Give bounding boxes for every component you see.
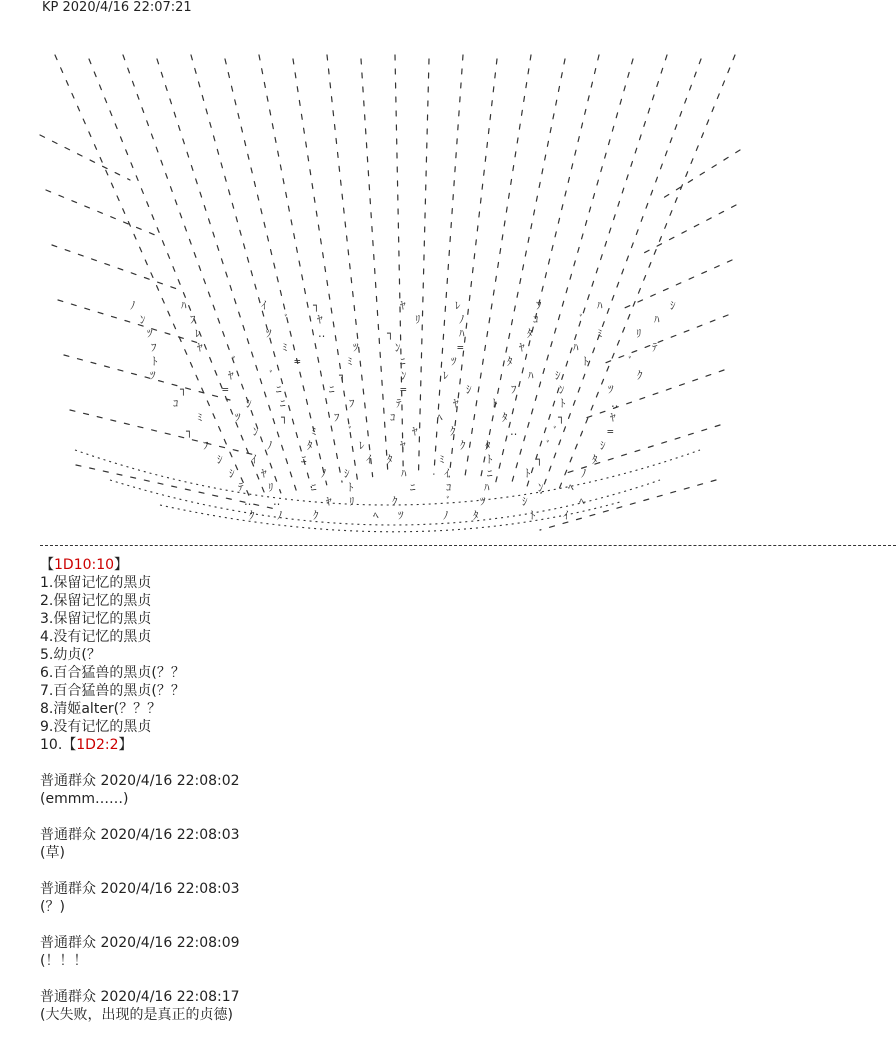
reply-post <box>40 934 890 970</box>
reply-text: (！！！ <box>40 953 88 969</box>
ascii-art-glyph: ﾄ <box>348 481 354 494</box>
ascii-art-glyph: ﾂ <box>353 341 359 354</box>
list-item-10 <box>40 736 890 754</box>
ascii-art-glyph: ﾊ <box>573 341 579 354</box>
reply-post <box>40 880 890 916</box>
ascii-art-glyph: ﾄ <box>487 453 493 466</box>
ascii-art-glyph: ﾀ <box>473 509 479 522</box>
ascii-art-glyph: ﾂ <box>608 383 614 396</box>
roll-open-bracket: 【 <box>40 557 54 573</box>
ascii-art-glyph: ｲ <box>563 509 569 522</box>
ascii-art-glyph: ﾆ <box>400 355 406 368</box>
ascii-art-glyph: ｸ <box>313 509 319 522</box>
ascii-art-glyph: ｼ <box>670 299 676 312</box>
ascii-art-glyph: ﾌ <box>190 313 196 326</box>
ascii-art-glyph: ﾘ <box>636 327 642 340</box>
ascii-art-glyph: ﾆ <box>280 397 286 410</box>
ascii-art-glyph: ﾔ <box>519 341 525 354</box>
rain-stroke <box>495 55 599 485</box>
ascii-art-glyph: ﾀ <box>307 439 313 452</box>
ascii-art-glyph: ﾉ <box>321 467 327 480</box>
reply-header <box>40 826 890 844</box>
ascii-art-glyph: ﾊ <box>181 299 187 312</box>
reply-author: 普通群众 <box>40 827 96 843</box>
ascii-art-glyph: ﾆ <box>410 481 416 494</box>
list-item-10-prefix: 10. <box>40 737 63 753</box>
ascii-art-glyph: ﾂ <box>147 327 153 340</box>
ascii-art-glyph: ﾞ <box>579 313 585 326</box>
ascii-art-glyph: ┐ <box>536 453 543 466</box>
ascii-art-glyph: ｼ <box>555 369 561 382</box>
ascii-art-glyph: = <box>294 355 301 368</box>
reply-text: (emmm……) <box>40 791 129 807</box>
reply-author: 普通群众 <box>40 989 96 1005</box>
ascii-art-glyph: ﾌ <box>203 439 209 452</box>
ascii-art-glyph: ﾀ <box>502 411 508 424</box>
ascii-art-glyph: ｸ <box>392 495 398 508</box>
rain-stroke <box>64 355 230 400</box>
list-item: 9.没有记忆的黑贞 <box>40 719 152 735</box>
ascii-art-glyph: ｼ <box>522 495 528 508</box>
ascii-art-glyph: ﾞ <box>446 495 452 508</box>
ascii-art-glyph: ﾍ <box>373 509 379 522</box>
reply-timestamp: 2020/4/16 22:08:02 <box>100 773 240 789</box>
rain-stroke <box>259 55 342 482</box>
ascii-art-glyph: ﾉ <box>581 467 587 480</box>
ascii-art-glyph: ﾝ <box>401 369 407 382</box>
ascii-art-glyph: ｼ <box>344 467 350 480</box>
ascii-art-glyph: ┐ <box>313 299 320 312</box>
ascii-art-glyph: ｼ <box>229 467 235 480</box>
ascii-art-glyph: ﾀ <box>592 453 598 466</box>
ascii-art-glyph: ﾉ <box>130 299 136 312</box>
ascii-art-glyph: ┐ <box>558 411 565 424</box>
ascii-art-glyph: ﾊ <box>528 369 534 382</box>
reply-post <box>40 988 890 1024</box>
ascii-art-glyph: ﾂ <box>480 495 486 508</box>
rain-stroke <box>55 55 250 498</box>
reply-author: 普通群众 <box>40 881 96 897</box>
ascii-art-glyph: ﾌ <box>349 397 355 410</box>
ascii-art-glyph: ｼ <box>466 383 472 396</box>
ascii-art-glyph: ﾔ <box>326 495 332 508</box>
ascii-art-glyph: ﾍ <box>437 411 443 424</box>
post-body <box>40 556 890 1024</box>
ascii-art-glyph: ｲ <box>261 299 267 312</box>
ascii-art-glyph: ｲ <box>444 467 450 480</box>
rain-stroke <box>293 59 357 479</box>
rain-stroke <box>89 59 266 496</box>
ascii-art-glyph: ﾊ <box>597 299 603 312</box>
ascii-art-glyph: ﾘ <box>268 481 274 494</box>
ascii-art-glyph: ﾔ <box>453 397 459 410</box>
ascii-art-glyph: ‥ <box>611 397 619 410</box>
first-post-header <box>42 0 192 16</box>
roll-close-bracket: 】 <box>118 737 133 753</box>
ascii-art-glyph: ﾀ <box>485 439 491 452</box>
reply-header <box>40 880 890 898</box>
ascii-art-glyph: ‥ <box>244 495 252 508</box>
ascii-art-glyph: ﾐ <box>197 411 203 424</box>
ascii-art-glyph: ﾚ <box>443 369 449 382</box>
ascii-art-glyph: ﾔ <box>197 341 203 354</box>
rain-stroke <box>40 135 130 180</box>
roll-close-bracket: 】 <box>114 557 129 573</box>
ascii-art-glyph: ﾘ <box>349 495 355 508</box>
ascii-art-glyph: ﾆ <box>329 383 335 396</box>
ascii-art-glyph: ﾘ <box>415 313 421 326</box>
ascii-art-glyph: ﾂ <box>266 327 272 340</box>
dashed-divider <box>40 545 896 546</box>
ascii-art-glyph: ﾀ <box>527 327 533 340</box>
rain-stroke <box>541 59 701 493</box>
ascii-art-glyph: ﾞ <box>546 439 552 452</box>
ascii-art-glyph: ｺ <box>390 411 396 424</box>
rain-stroke <box>70 410 255 455</box>
ascii-art-glyph: = <box>400 383 407 396</box>
ascii-art-glyph: ﾍ <box>579 495 585 508</box>
ascii-art-glyph: ﾝ <box>140 313 146 326</box>
ascii-art-glyph: ﾊ <box>459 327 465 340</box>
reply-post <box>40 772 890 808</box>
ascii-art-glyph: ﾉ <box>267 439 273 452</box>
ascii-art-glyph: = <box>607 425 614 438</box>
ascii-art-glyph: ｸ <box>450 425 456 438</box>
ascii-art-glyph: ﾞ <box>553 425 559 438</box>
ascii-art-glyph: ‥ <box>510 425 518 438</box>
bowl-arc <box>110 480 660 525</box>
ascii-art-glyph: ﾀ <box>507 355 513 368</box>
ascii-art-glyph: ﾄ <box>560 397 566 410</box>
list-item: 6.百合猛兽的黑贞(？？ <box>40 665 185 681</box>
ascii-art-glyph: ｺ <box>446 481 452 494</box>
ascii-art-glyph: ﾆ <box>301 453 307 466</box>
ascii-art-illustration <box>0 40 896 540</box>
ascii-art-glyph: ｸ <box>460 439 466 452</box>
rain-stroke <box>449 59 497 477</box>
ascii-art-glyph: ┐ <box>281 411 288 424</box>
post-author: KP <box>42 0 59 15</box>
ascii-art-glyph: ﾚ <box>359 439 365 452</box>
ascii-art-glyph: ﾔ <box>412 425 418 438</box>
rain-stroke <box>361 59 388 474</box>
list-item: 1.保留记忆的黑贞 <box>40 575 152 591</box>
ascii-art-glyph: ﾐ <box>347 355 353 368</box>
ascii-art-glyph: ﾊ <box>401 467 407 480</box>
ascii-art-glyph: ﾄ <box>525 467 531 480</box>
roll-open-bracket: 【 <box>62 737 77 753</box>
ascii-art-glyph: ﾂ <box>451 355 457 368</box>
reply-timestamp: 2020/4/16 22:08:09 <box>100 935 240 951</box>
ascii-art-glyph: ｸ <box>637 369 643 382</box>
reply-post <box>40 826 890 862</box>
ascii-art-glyph: = <box>457 341 464 354</box>
ascii-art-glyph: ﾌ <box>151 341 157 354</box>
ascii-art-glyph: ﾀ <box>387 453 393 466</box>
ascii-art-glyph: ﾚ <box>195 327 201 340</box>
list-item: 4.没有记忆的黑贞 <box>40 629 152 645</box>
ascii-art-glyph: ﾔ <box>400 439 406 452</box>
rain-stroke <box>620 260 732 310</box>
dice-roll-result: 1D2:2 <box>76 737 119 753</box>
reply-author: 普通群众 <box>40 935 96 951</box>
ascii-art-glyph: ﾍ <box>568 481 574 494</box>
reply-text: (？) <box>40 899 65 915</box>
ascii-art-rain-lines <box>0 40 896 540</box>
ascii-art-glyph: ﾃ <box>396 397 402 410</box>
list-item: 7.百合猛兽的黑贞(？？ <box>40 683 185 699</box>
rain-stroke <box>580 370 724 420</box>
ascii-art-glyph: ﾉ <box>459 313 465 326</box>
ascii-art-glyph: ｲ <box>251 453 257 466</box>
ascii-art-glyph: ﾝ <box>253 425 259 438</box>
ascii-art-glyph: ﾞ <box>284 313 290 326</box>
ascii-art-glyph: ﾔ <box>261 467 267 480</box>
ascii-art-glyph: ﾐ <box>282 341 288 354</box>
ascii-art-glyph: ┐ <box>387 327 394 340</box>
ascii-art-glyph: ﾂ <box>398 509 404 522</box>
ascii-art-glyph: ﾌ <box>536 299 542 312</box>
ascii-art-glyph: ﾞ <box>269 369 275 382</box>
ascii-art-glyph: ﾃ <box>652 341 658 354</box>
ascii-art-glyph: ｲ <box>366 453 372 466</box>
ascii-art-glyph: ｺ <box>533 313 539 326</box>
ascii-art-glyph: ﾐ <box>311 425 317 438</box>
ascii-art-glyph: ﾞ <box>348 425 354 438</box>
ascii-art-glyph: ﾐ <box>439 453 445 466</box>
ascii-art-glyph: ﾔ <box>610 411 616 424</box>
ascii-art-glyph: ﾄ <box>152 355 158 368</box>
reply-timestamp: 2020/4/16 22:08:17 <box>100 989 240 1005</box>
reply-header <box>40 772 890 790</box>
ascii-art-glyph: ﾞ <box>232 355 238 368</box>
ascii-art-glyph: ﾊ <box>484 481 490 494</box>
reply-timestamp: 2020/4/16 22:08:03 <box>100 881 240 897</box>
rain-stroke <box>157 59 296 490</box>
ascii-art-glyph: ｼ <box>217 453 223 466</box>
ascii-art-glyph: ﾊ <box>654 313 660 326</box>
ascii-art-glyph: ┐ <box>186 425 193 438</box>
ascii-art-glyph: ﾉ <box>443 509 449 522</box>
ascii-art-glyph: = <box>222 383 229 396</box>
ascii-art-glyph: ﾔ <box>317 313 323 326</box>
ascii-art-glyph: ﾉ <box>277 509 283 522</box>
ascii-art-glyph: ﾄ <box>492 397 498 410</box>
ascii-art-glyph: ｼ <box>246 397 252 410</box>
ascii-art-glyph: ‥ <box>273 495 281 508</box>
ascii-art-glyph: ﾔ <box>228 369 234 382</box>
list-item: 3.保留记忆的黑贞 <box>40 611 152 627</box>
reply-header <box>40 988 890 1006</box>
reply-timestamp: 2020/4/16 22:08:03 <box>100 827 240 843</box>
list-item: 5.幼贞(？ <box>40 647 101 663</box>
ascii-art-glyph: ﾌ <box>511 383 517 396</box>
rain-stroke <box>419 59 429 472</box>
rain-stroke <box>480 59 565 482</box>
ascii-art-glyph: ﾄ <box>583 355 589 368</box>
ascii-art-glyph: ﾃ <box>238 481 244 494</box>
ascii-art-glyph: ﾆ <box>311 481 317 494</box>
list-item: 2.保留记忆的黑贞 <box>40 593 152 609</box>
ascii-art-glyph: ｸ <box>249 509 255 522</box>
reply-author: 普通群众 <box>40 773 96 789</box>
ascii-art-glyph: ｼ <box>600 439 606 452</box>
ascii-art-glyph: ┐ <box>339 369 346 382</box>
ascii-art-glyph: ﾚ <box>455 299 461 312</box>
reply-header <box>40 934 890 952</box>
ascii-art-glyph: ﾆ <box>487 467 493 480</box>
ascii-art-glyph: ﾂ <box>150 369 156 382</box>
rain-stroke <box>660 150 740 200</box>
ascii-art-glyph: ┐ <box>180 383 187 396</box>
dice-roll-line <box>40 556 890 574</box>
reply-text: (草) <box>40 845 65 861</box>
rain-stroke <box>191 55 311 488</box>
rain-stroke <box>464 55 531 480</box>
ascii-art-glyph: ﾆ <box>276 383 282 396</box>
ascii-art-glyph: ﾝ <box>538 481 544 494</box>
rain-stroke <box>52 245 180 290</box>
rain-stroke <box>640 205 736 255</box>
rain-stroke <box>46 190 155 235</box>
list-item: 8.清姬alter(？？？ <box>40 701 162 717</box>
ascii-art-glyph: ﾝ <box>559 383 565 396</box>
ascii-art-glyph: ﾄ <box>530 509 536 522</box>
ascii-art-glyph: ﾞ <box>628 355 634 368</box>
ascii-art-glyph: ‥ <box>318 327 326 340</box>
ascii-art-glyph: ﾔ <box>400 299 406 312</box>
ascii-art-glyph: ﾂ <box>235 411 241 424</box>
post-timestamp: 2020/4/16 22:07:21 <box>62 0 192 15</box>
ascii-art-glyph: ﾌ <box>334 411 340 424</box>
ascii-art-glyph: ﾝ <box>395 341 401 354</box>
ascii-art-glyph: ﾐ <box>597 327 603 340</box>
dice-roll-result: 1D10:10 <box>54 557 115 573</box>
ascii-art-glyph: ｺ <box>173 397 179 410</box>
reply-text: (大失败，出现的是真正的贞德) <box>40 1007 233 1023</box>
